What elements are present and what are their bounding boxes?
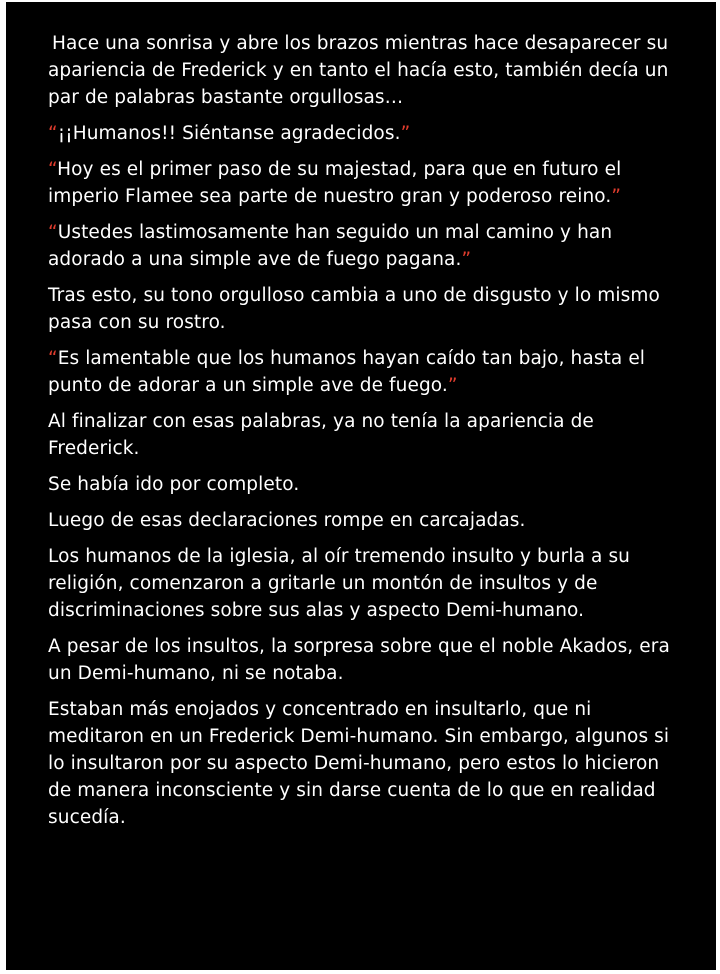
dialogue-text: ¡¡Humanos!! Siéntanse agradecidos.: [57, 123, 401, 144]
close-quote-mark: ”: [611, 186, 622, 207]
narration-paragraph: A pesar de los insultos, la sorpresa sobre que el noble Akados, era un Demi-humano, ni se notaba.: [48, 636, 670, 684]
narration-paragraph: Los humanos de la iglesia, al oír tremendo insulto y burla a su religión, comenzaron a gritarle un montón de insultos y de discriminaciones sobre sus alas y aspecto Demi-humano.: [48, 546, 631, 621]
narration-paragraph: Hace una sonrisa y abre los brazos mientras hace desaparecer su apariencia de Frederick y en tanto el hacía esto, también decía un par de palabras bastante orgullosas…: [48, 33, 669, 108]
narration-paragraph: Tras esto, su tono orgulloso cambia a uno de disgusto y lo mismo pasa con su rostro.: [48, 285, 660, 333]
open-quote-mark: “: [48, 123, 58, 144]
narration-paragraph: Se había ido por completo.: [48, 474, 300, 495]
close-quote-mark: ”: [400, 123, 411, 144]
narration-paragraph: Luego de esas declaraciones rompe en carcajadas.: [48, 510, 526, 531]
dialogue-text: Es lamentable que los humanos hayan caído tan bajo, hasta el punto de adorar a un simple ave de fuego.: [48, 348, 646, 396]
close-quote-mark: ”: [461, 249, 472, 270]
dialogue-paragraph: [48, 219, 686, 273]
dialogue-paragraph: [48, 345, 686, 399]
dialogue-text: Hoy es el primer paso de su majestad, para que en futuro el imperio Flamee sea parte de nuestro gran y poderoso reino.: [48, 159, 622, 207]
close-quote-mark: ”: [447, 375, 458, 396]
dialogue-paragraph: [48, 120, 686, 147]
text-page: [6, 2, 716, 970]
open-quote-mark: “: [48, 348, 58, 369]
dialogue-paragraph: [48, 156, 686, 210]
open-quote-mark: “: [48, 222, 58, 243]
narration-paragraph: Estaban más enojados y concentrado en insultarlo, que ni meditaron en un Frederick Demi-humano. Sin embargo, algunos si lo insultaron por su aspecto Demi-humano, pero estos lo hicieron de manera inconsciente y sin darse cuenta de lo que en realidad sucedía.: [48, 699, 670, 828]
dialogue-text: Ustedes lastimosamente han seguido un mal camino y han adorado a una simple ave de fuego pagana.: [48, 222, 613, 270]
narration-paragraph: Al finalizar con esas palabras, ya no tenía la apariencia de Frederick.: [48, 411, 594, 459]
open-quote-mark: “: [48, 159, 58, 180]
